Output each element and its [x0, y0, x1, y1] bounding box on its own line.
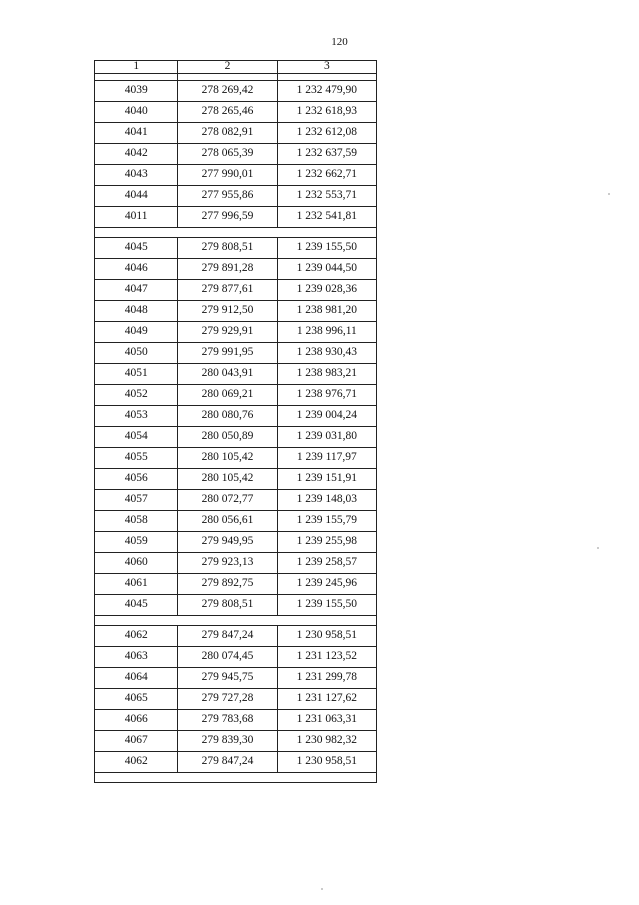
- y-coordinate-cell: 1 239 155,79: [277, 511, 376, 532]
- y-coordinate-cell: 1 231 299,78: [277, 668, 376, 689]
- point-number-cell: 4062: [95, 752, 178, 773]
- table-row: [95, 259, 377, 280]
- x-coordinate-cell: 279 839,30: [178, 731, 277, 752]
- header-cell-3: 3: [277, 61, 376, 74]
- table-row: [95, 144, 377, 165]
- header-spacer-row: [95, 74, 377, 81]
- y-coordinate-cell: 1 232 618,93: [277, 102, 376, 123]
- point-number-cell: 4056: [95, 469, 178, 490]
- table-row: [95, 81, 377, 102]
- x-coordinate-cell: 280 050,89: [178, 427, 277, 448]
- point-number-cell: 4059: [95, 532, 178, 553]
- point-number-cell: 4041: [95, 123, 178, 144]
- point-number-cell: 4051: [95, 364, 178, 385]
- y-coordinate-cell: 1 232 662,71: [277, 165, 376, 186]
- point-number-cell: 4052: [95, 385, 178, 406]
- y-coordinate-cell: 1 231 127,62: [277, 689, 376, 710]
- x-coordinate-cell: 279 945,75: [178, 668, 277, 689]
- coordinates-table-body: [95, 61, 377, 783]
- y-coordinate-cell: 1 232 541,81: [277, 207, 376, 228]
- table-end-row: [95, 773, 377, 783]
- point-number-cell: 4064: [95, 668, 178, 689]
- x-coordinate-cell: 279 892,75: [178, 574, 277, 595]
- y-coordinate-cell: 1 238 981,20: [277, 301, 376, 322]
- x-coordinate-cell: 279 891,28: [178, 259, 277, 280]
- table-row: [95, 385, 377, 406]
- y-coordinate-cell: 1 239 245,96: [277, 574, 376, 595]
- point-number-cell: 4011: [95, 207, 178, 228]
- x-coordinate-cell: 279 808,51: [178, 595, 277, 616]
- x-coordinate-cell: 280 043,91: [178, 364, 277, 385]
- y-coordinate-cell: 1 239 155,50: [277, 595, 376, 616]
- point-number-cell: 4042: [95, 144, 178, 165]
- point-number-cell: 4050: [95, 343, 178, 364]
- page-number: 120: [331, 36, 348, 48]
- y-coordinate-cell: 1 239 151,91: [277, 469, 376, 490]
- point-number-cell: 4060: [95, 553, 178, 574]
- y-coordinate-cell: 1 230 958,51: [277, 752, 376, 773]
- table-row: [95, 647, 377, 668]
- y-coordinate-cell: 1 231 063,31: [277, 710, 376, 731]
- x-coordinate-cell: 279 877,61: [178, 280, 277, 301]
- table-row: [95, 427, 377, 448]
- point-number-cell: 4047: [95, 280, 178, 301]
- x-coordinate-cell: 280 072,77: [178, 490, 277, 511]
- point-number-cell: 4061: [95, 574, 178, 595]
- y-coordinate-cell: 1 232 553,71: [277, 186, 376, 207]
- table-row: [95, 102, 377, 123]
- x-coordinate-cell: 279 923,13: [178, 553, 277, 574]
- table-row: [95, 595, 377, 616]
- point-number-cell: 4044: [95, 186, 178, 207]
- x-coordinate-cell: 280 069,21: [178, 385, 277, 406]
- table-row: [95, 364, 377, 385]
- x-coordinate-cell: 279 727,28: [178, 689, 277, 710]
- table-row: [95, 238, 377, 259]
- point-number-cell: 4046: [95, 259, 178, 280]
- table-row: [95, 186, 377, 207]
- x-coordinate-cell: 279 783,68: [178, 710, 277, 731]
- table-row: [95, 731, 377, 752]
- table-row: [95, 469, 377, 490]
- table-row: [95, 448, 377, 469]
- x-coordinate-cell: 279 929,91: [178, 322, 277, 343]
- table-row: [95, 752, 377, 773]
- table-row: [95, 322, 377, 343]
- table-row: [95, 207, 377, 228]
- point-number-cell: 4062: [95, 626, 178, 647]
- table-row: [95, 301, 377, 322]
- x-coordinate-cell: 279 808,51: [178, 238, 277, 259]
- y-coordinate-cell: 1 239 044,50: [277, 259, 376, 280]
- point-number-cell: 4040: [95, 102, 178, 123]
- x-coordinate-cell: 278 269,42: [178, 81, 277, 102]
- table-row: [95, 490, 377, 511]
- y-coordinate-cell: 1 232 612,08: [277, 123, 376, 144]
- group-separator-row: [95, 228, 377, 238]
- scan-speck: [597, 547, 599, 549]
- x-coordinate-cell: 278 065,39: [178, 144, 277, 165]
- table-row: [95, 574, 377, 595]
- x-coordinate-cell: 280 056,61: [178, 511, 277, 532]
- y-coordinate-cell: 1 239 148,03: [277, 490, 376, 511]
- x-coordinate-cell: 279 912,50: [178, 301, 277, 322]
- y-coordinate-cell: 1 239 255,98: [277, 532, 376, 553]
- y-coordinate-cell: 1 232 479,90: [277, 81, 376, 102]
- x-coordinate-cell: 279 949,95: [178, 532, 277, 553]
- point-number-cell: 4065: [95, 689, 178, 710]
- table-row: [95, 710, 377, 731]
- group-separator-row: [95, 616, 377, 626]
- y-coordinate-cell: 1 239 155,50: [277, 238, 376, 259]
- table-row: [95, 343, 377, 364]
- table-row: [95, 626, 377, 647]
- point-number-cell: 4054: [95, 427, 178, 448]
- x-coordinate-cell: 277 990,01: [178, 165, 277, 186]
- y-coordinate-cell: 1 230 958,51: [277, 626, 376, 647]
- x-coordinate-cell: 280 105,42: [178, 469, 277, 490]
- x-coordinate-cell: 280 080,76: [178, 406, 277, 427]
- x-coordinate-cell: 279 847,24: [178, 752, 277, 773]
- y-coordinate-cell: 1 239 031,80: [277, 427, 376, 448]
- table-row: [95, 689, 377, 710]
- y-coordinate-cell: 1 231 123,52: [277, 647, 376, 668]
- table-row: [95, 165, 377, 186]
- y-coordinate-cell: 1 230 982,32: [277, 731, 376, 752]
- y-coordinate-cell: 1 239 004,24: [277, 406, 376, 427]
- y-coordinate-cell: 1 238 983,21: [277, 364, 376, 385]
- x-coordinate-cell: 278 265,46: [178, 102, 277, 123]
- point-number-cell: 4067: [95, 731, 178, 752]
- header-cell-2: 2: [178, 61, 277, 74]
- x-coordinate-cell: 280 105,42: [178, 448, 277, 469]
- point-number-cell: 4039: [95, 81, 178, 102]
- x-coordinate-cell: 279 991,95: [178, 343, 277, 364]
- y-coordinate-cell: 1 232 637,59: [277, 144, 376, 165]
- y-coordinate-cell: 1 239 258,57: [277, 553, 376, 574]
- point-number-cell: 4045: [95, 595, 178, 616]
- table-header-row: [95, 61, 377, 74]
- table-row: [95, 280, 377, 301]
- table-row: [95, 668, 377, 689]
- point-number-cell: 4045: [95, 238, 178, 259]
- point-number-cell: 4058: [95, 511, 178, 532]
- y-coordinate-cell: 1 238 930,43: [277, 343, 376, 364]
- header-cell-1: 1: [95, 61, 178, 74]
- y-coordinate-cell: 1 238 996,11: [277, 322, 376, 343]
- y-coordinate-cell: 1 239 028,36: [277, 280, 376, 301]
- scan-speck: [321, 888, 323, 890]
- point-number-cell: 4066: [95, 710, 178, 731]
- point-number-cell: 4043: [95, 165, 178, 186]
- x-coordinate-cell: 280 074,45: [178, 647, 277, 668]
- table-row: [95, 123, 377, 144]
- point-number-cell: 4048: [95, 301, 178, 322]
- x-coordinate-cell: 277 955,86: [178, 186, 277, 207]
- point-number-cell: 4063: [95, 647, 178, 668]
- table-row: [95, 406, 377, 427]
- point-number-cell: 4049: [95, 322, 178, 343]
- point-number-cell: 4055: [95, 448, 178, 469]
- scan-speck: [608, 193, 610, 195]
- x-coordinate-cell: 279 847,24: [178, 626, 277, 647]
- point-number-cell: 4053: [95, 406, 178, 427]
- table-row: [95, 511, 377, 532]
- x-coordinate-cell: 277 996,59: [178, 207, 277, 228]
- table-row: [95, 553, 377, 574]
- y-coordinate-cell: 1 238 976,71: [277, 385, 376, 406]
- table-row: [95, 532, 377, 553]
- y-coordinate-cell: 1 239 117,97: [277, 448, 376, 469]
- x-coordinate-cell: 278 082,91: [178, 123, 277, 144]
- point-number-cell: 4057: [95, 490, 178, 511]
- coordinates-table: [94, 60, 377, 783]
